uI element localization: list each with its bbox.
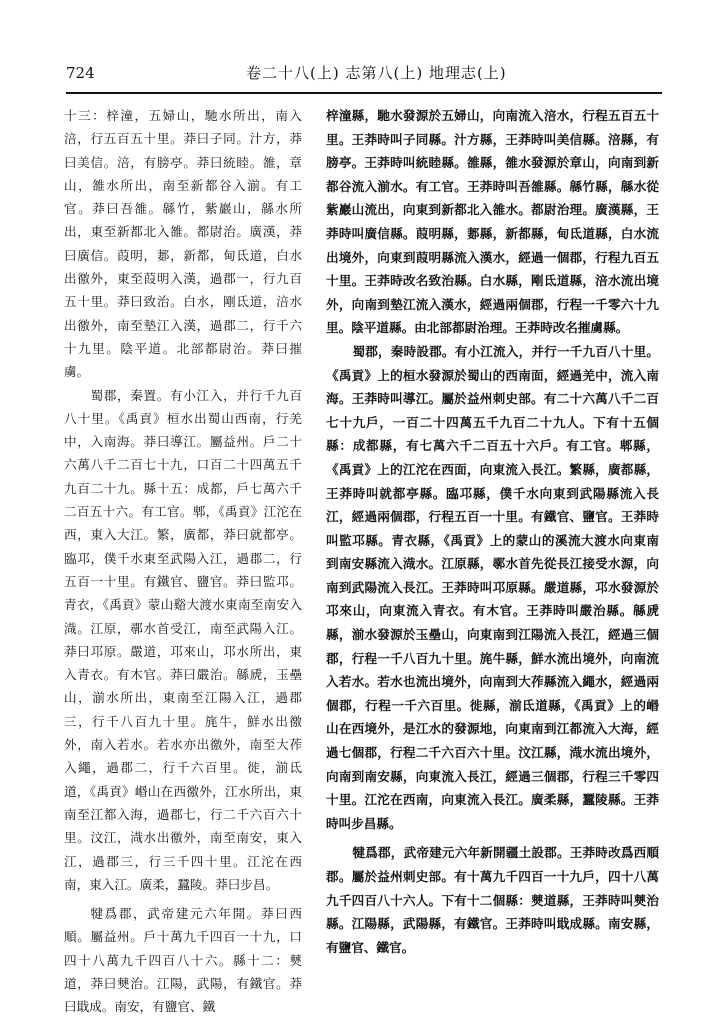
translation-column (326, 104, 659, 976)
qianwei-commandery-entry: 犍爲郡，武帝建元六年開。莽曰西順。屬益州。戶十萬九千四百一十九，口四十八萬九千四百八十六。縣十二：僰道，莽曰僰治。江陽，武陽，有鐵官。莽曰戢成。南安，有鹽官、鐵 (64, 906, 302, 1015)
qianwei-translation: 犍爲郡，武帝建元六年新開疆土設郡。王莽時改爲西順郡。屬於益州刺史部。有十萬九千四百一十九戶，四十八萬九千四百八十六人。下有十二個縣：僰道縣，王莽時叫僰治縣。江陽縣，武陽縣，有鐵官。王莽時叫戢成縣。南安縣，有鹽官、鐵官。 (326, 845, 659, 955)
shu-commandery-entry: 蜀郡，秦置。有小江入，并行千九百八十里。《禹貢》桓水出蜀山西南，行羌中，入南海。莽曰導江。屬益州。戶二十六萬八千二百七十九，口百二十四萬五千九百二十九。縣十五：成都，戶七萬六千二百五十六。有工官。郫，《禹貢》江沱在西，東入大江。繁，廣都，莽曰就都亭。臨邛，僕千水東至武陽入江，過郡二，行五百一十里。有鐵官、鹽官。莽曰監邛。青衣，《禹貢》蒙山谿大渡水東南至南安入渽。江原，鄩水首受江，南至武陽入江。莽曰邛原。嚴道，邛來山，邛水所出，東入青衣。有木官。莽曰嚴治。緜虒，玉壘山，湔水所出，東南至江陽入江，過郡三，行千八百九十里。旄牛，鮮水出徼外，南入若水。若水亦出徼外，南至大莋入繩，過郡二，行千六百里。徙，湔氐道，《禹貢》㟭山在西徼外，江水所出，東南至江都入海，過郡七，行二千六百六十里。汶江，渽水出徼外，南至南安，東入江，過郡三，行三千四十里。江沱在西南，東入江。廣柔，蠶陵。莽曰步昌。 (64, 387, 302, 892)
classical-text-column (64, 104, 302, 1015)
guanghan-translation: 梓潼縣，馳水發源於五婦山，向南流入涪水，行程五百五十里。王莽時叫子同縣。汁方縣，王莽時叫美信縣。涪縣，有膀亭。王莽時叫統睦縣。雒縣，雒水發源於章山，向南到新都谷流入湔水。有工官。王莽時叫吾雒縣。緜竹縣，緜水從紫巖山流出，向東到新都北入雒水。都尉治理。廣漢縣，王莽時叫廣信縣。葭明縣，郪縣，新都縣，甸氐道縣，白水流出境外，向東到葭明縣流入漢水，經過一個郡，行程九百五十里。王莽時改名致治縣。白水縣，剛氐道縣，涪水流出境外，向南到墊江流入漢水，經過兩個郡，行程一千零六十九里。陰平道縣。由北部都尉治理。王莽時改名摧虜縣。 (326, 108, 659, 336)
guanghan-commandery-counties: 十三：梓潼，五婦山，馳水所出，南入涪，行五百五十里。莽曰子同。汁方，莽曰美信。涪，有膀亭。莽曰統睦。雒，章山，雒水所出，南至新都谷入湔。有工官。莽曰吾雒。緜竹，紫巖山，緜水所出，東至新都北入雒。都尉治。廣漢，莽曰廣信。葭明，郪，新都，甸氐道，白水出徼外，東至葭明入漢，過郡一，行九百五十里。莽曰致治。白水，剛氐道，涪水出徼外，南至墊江入漢，過郡二，行千六十九里。陰平道。北部都尉治。莽曰摧虜。 (64, 108, 302, 380)
running-title: 卷二十八(上) 志第八(上) 地理志(上) (246, 64, 507, 82)
shu-translation: 蜀郡，秦時設郡。有小江流入，并行一千九百八十里。《禹貢》上的桓水發源於蜀山的西南面，經過羌中，流入南海。王莽時叫導江。屬於益州刺史部。有二十六萬八千二百七十九戶，一百二十四萬五千九百二十九人。下有十五個縣：成都縣，有七萬六千二百五十六戶。有工官。郫縣，《禹貢》上的江沱在西面，向東流入長江。繁縣，廣都縣，王莽時叫就都亭縣。臨邛縣，僕千水向東到武陽縣流入長江，經過兩個郡，行程五百一十里。有鐵官、鹽官。王莽時叫監邛縣。青衣縣，《禹貢》上的蒙山的溪流大渡水向東南到南安縣流入渽水。江原縣，鄩水首先從長江接受水源，向南到武陽流入長江。王莽時叫邛原縣。嚴道縣，邛水發源於邛來山，向東流入青衣。有木官。王莽時叫嚴治縣。緜虒縣，湔水發源於玉壘山，向東南到江陽流入長江，經過三個郡，行程一千八百九十里。旄牛縣，鮮水流出境外，向南流入若水。若水也流出境外，向南到大莋縣流入繩水，經過兩個郡，行程一千六百里。徙縣，湔氐道縣，《禹貢》上的㟭山在西境外，是江水的發源地，向東南到江都流入大海，經過七個郡，行程二千六百六十里。汶江縣，渽水流出境外，向南到南安縣，向東流入長江，經過三個郡，行程三千零四十里。江沱在西南，向東流入長江。廣柔縣，蠶陵縣。王莽時叫步昌縣。 (326, 343, 659, 831)
header-rule (66, 92, 662, 94)
page-header (66, 62, 662, 88)
page-number: 724 (66, 64, 95, 82)
